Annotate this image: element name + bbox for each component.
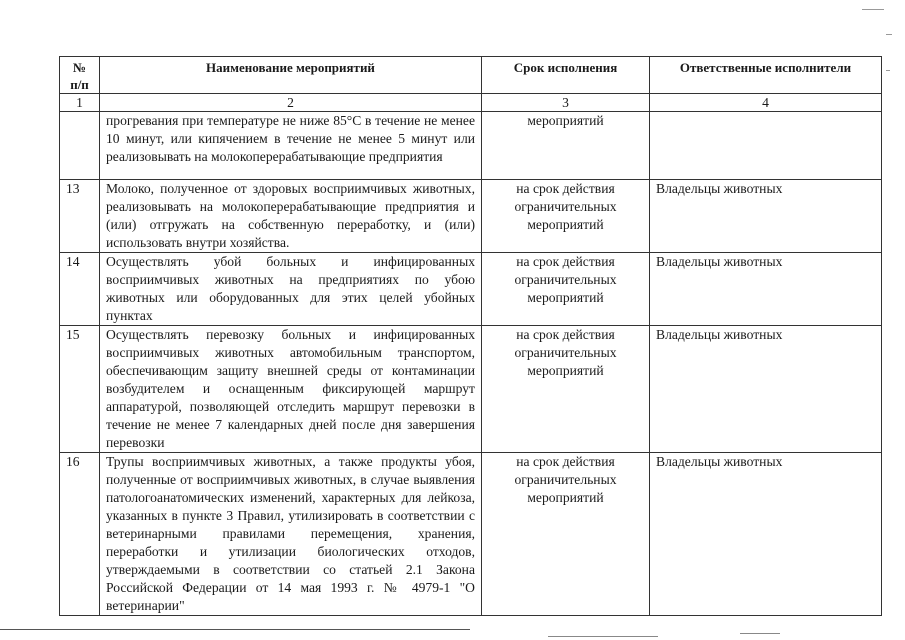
header-term: Срок исполнения <box>482 57 650 94</box>
column-index-row <box>60 94 882 112</box>
responsible-text <box>650 112 882 180</box>
column-index: 1 <box>60 94 100 112</box>
table-row <box>60 453 882 616</box>
column-index: 3 <box>482 94 650 112</box>
measure-text: Осуществлять убой больных и инфицированных восприимчивых животных на предприятиях по убою животных или оборудованных для этих целей убойных пунктах <box>100 253 482 326</box>
responsible-text: Владельцы животных <box>650 326 882 453</box>
term-text: на срок действия ограничительных мероприятий <box>482 453 650 616</box>
scan-mark <box>886 70 890 71</box>
column-index: 4 <box>650 94 882 112</box>
responsible-text: Владельцы животных <box>650 453 882 616</box>
header-resp: Ответственные исполнители <box>650 57 882 94</box>
scan-edge-line <box>548 636 658 637</box>
responsible-text: Владельцы животных <box>650 253 882 326</box>
measure-text: Трупы восприимчивых животных, а также продукты убоя, полученные от восприимчивых животных, в случае выявления патологоанатомических изменений, характерных для лейкоза, указанных в пункте 3 Правил, утилизировать в соответствии с ветеринарными правилами перемещения, хранения, переработки и утилизации биологических отходов, утверждаемыми в соответствии со статьей 2.1 Закона Российской Федерации от 14 мая 1993 г. № 4979-1 "О ветеринарии" <box>100 453 482 616</box>
measures-table <box>59 56 882 616</box>
responsible-text: Владельцы животных <box>650 180 882 253</box>
table-row <box>60 112 882 180</box>
measure-text: Молоко, полученное от здоровых восприимчивых животных, реализовывать на молокоперерабатывающие предприятия и (или) отгружать на собственную переработку, и (или) использовать внутри хозяйства. <box>100 180 482 253</box>
term-text: на срок действия ограничительных мероприятий <box>482 253 650 326</box>
measure-text: Осуществлять перевозку больных и инфицированных восприимчивых животных автомобильным транспортом, обеспечивающим защиту внешней среды от контаминации возбудителем и оснащенным фиксирующей маршрут аппаратурой, позволяющей отследить маршрут перевозки в течение не менее 7 календарных дней после дня завершения перевозки <box>100 326 482 453</box>
table-row <box>60 180 882 253</box>
row-number: 14 <box>60 253 100 326</box>
scan-edge-line <box>0 629 470 630</box>
scan-mark <box>862 9 884 10</box>
header-name: Наименование мероприятий <box>100 57 482 94</box>
row-number <box>60 112 100 180</box>
row-number: 15 <box>60 326 100 453</box>
scan-edge-line <box>740 633 780 634</box>
row-number: 13 <box>60 180 100 253</box>
term-text: на срок действия ограничительных мероприятий <box>482 326 650 453</box>
scan-mark <box>886 34 892 35</box>
table-header-row <box>60 57 882 94</box>
term-text: мероприятий <box>482 112 650 180</box>
row-number: 16 <box>60 453 100 616</box>
table-row <box>60 253 882 326</box>
term-text: на срок действия ограничительных мероприятий <box>482 180 650 253</box>
column-index: 2 <box>100 94 482 112</box>
header-num: № п/п <box>60 57 100 94</box>
measure-text: прогревания при температуре не ниже 85°С в течение не менее 10 минут, или кипячением в течение не менее 5 минут или реализовывать на молокоперерабатывающие предприятия <box>100 112 482 180</box>
table-row <box>60 326 882 453</box>
